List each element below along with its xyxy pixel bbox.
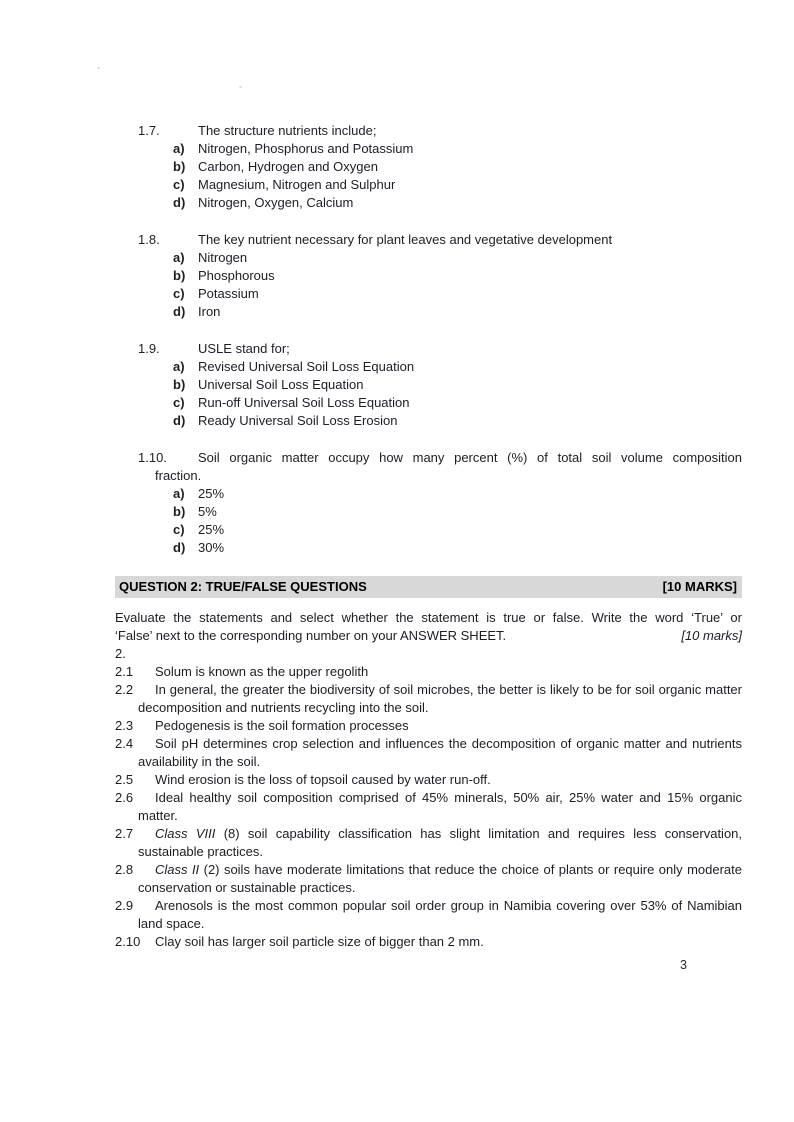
- statement-text: Arenosols is the most common popular soil order group in Namibia covering over 53% of Namibian land space.: [138, 898, 742, 931]
- question-number: 1.8.: [138, 232, 160, 247]
- question2-header-bar: [115, 576, 742, 598]
- option-letter: d): [173, 195, 186, 210]
- statement-lead: Class II: [155, 862, 200, 877]
- statement-number: 2.7: [115, 826, 134, 841]
- question-line: [138, 231, 742, 249]
- statement-number: 2.2: [115, 682, 134, 697]
- question2-instruction: [115, 609, 742, 663]
- tf-statement: [115, 789, 742, 825]
- option-text: Universal Soil Loss Equation: [198, 377, 364, 392]
- option-letter: d): [173, 304, 186, 319]
- option: [173, 267, 742, 285]
- instruction-line2-text: ‘False’ next to the corresponding number on your ANSWER SHEET.: [115, 628, 507, 643]
- option-text: Magnesium, Nitrogen and Sulphur: [198, 177, 396, 192]
- question2-title: QUESTION 2: TRUE/FALSE QUESTIONS: [119, 579, 367, 594]
- question-text: The key nutrient necessary for plant leaves and vegetative development: [198, 232, 613, 247]
- option-text: Nitrogen: [198, 250, 248, 265]
- question-text: Soil organic matter occupy how many percent (%) of total soil volume composition: [198, 450, 742, 465]
- option: [173, 176, 742, 194]
- statement-lead: Class VIII: [155, 826, 216, 841]
- question-number: 1.10.: [138, 450, 167, 465]
- statement-number: 2.1: [115, 664, 134, 679]
- statement-number: 2.4: [115, 736, 134, 751]
- option-text: Iron: [198, 304, 221, 319]
- question2-marks: [10 MARKS]: [662, 579, 737, 594]
- statement-text: In general, the greater the biodiversity of soil microbes, the better is likely to be for soil organic matter decomposition and nutrients recycling into the soil.: [138, 682, 742, 715]
- tf-statement: [115, 861, 742, 897]
- statement-text: Ideal healthy soil composition comprised of 45% minerals, 50% air, 25% water and 15% organic matter.: [138, 790, 742, 823]
- option: [173, 194, 742, 212]
- option: [173, 521, 742, 539]
- option-text: 25%: [198, 486, 225, 501]
- option-letter: c): [173, 177, 185, 192]
- option: [173, 412, 742, 430]
- tf-statement: [115, 771, 742, 789]
- option-letter: c): [173, 286, 185, 301]
- option: [173, 485, 742, 503]
- question-number: 1.9.: [138, 341, 160, 356]
- option: [173, 358, 742, 376]
- statement-text: (8) soil capability classification has slight limitation and requires less conservation, sustainable practices.: [138, 826, 743, 859]
- tf-statement: [115, 897, 742, 933]
- option-text: Nitrogen, Oxygen, Calcium: [198, 195, 354, 210]
- option: [173, 394, 742, 412]
- question-line: [138, 340, 742, 358]
- option-text: Phosphorous: [198, 268, 275, 283]
- option: [173, 249, 742, 267]
- statement-number: 2.6: [115, 790, 134, 805]
- option: [173, 503, 742, 521]
- statement-text: Solum is known as the upper regolith: [155, 664, 369, 679]
- statement-number: 2.8: [115, 862, 134, 877]
- list-number: 2.: [115, 646, 126, 661]
- instruction-marks: [10 marks]: [681, 628, 742, 643]
- option: [173, 303, 742, 321]
- option-letter: d): [173, 413, 186, 428]
- question-continuation: fraction.: [155, 468, 202, 483]
- tf-statement: [115, 933, 742, 951]
- tf-statement: [115, 717, 742, 735]
- instruction-line1: Evaluate the statements and select whether the statement is true or false. Write the word ‘True’ or: [115, 610, 742, 625]
- option-text: 25%: [198, 522, 225, 537]
- option-text: Run-off Universal Soil Loss Equation: [198, 395, 410, 410]
- instruction-line2: [115, 627, 742, 645]
- tf-statement: [115, 663, 742, 681]
- mcq-question-1-10: [138, 449, 742, 557]
- tf-statement: [115, 825, 742, 861]
- mcq-question-1-8: [138, 231, 742, 321]
- option-letter: a): [173, 250, 185, 265]
- option-letter: b): [173, 504, 186, 519]
- scan-artifact: [97, 67, 100, 69]
- option-text: Ready Universal Soil Loss Erosion: [198, 413, 398, 428]
- option-text: 30%: [198, 540, 225, 555]
- option-letter: d): [173, 540, 186, 555]
- tf-statement: [115, 681, 742, 717]
- statement-text: Clay soil has larger soil particle size of bigger than 2 mm.: [155, 934, 484, 949]
- statement-text: Pedogenesis is the soil formation processes: [155, 718, 409, 733]
- option-text: Nitrogen, Phosphorus and Potassium: [198, 141, 414, 156]
- option-text: Revised Universal Soil Loss Equation: [198, 359, 415, 374]
- tf-statement: [115, 735, 742, 771]
- option-letter: c): [173, 395, 185, 410]
- option-letter: a): [173, 359, 185, 374]
- page-content: [115, 122, 742, 951]
- statement-text: (2) soils have moderate limitations that reduce the choice of plants or require only moderate conservation or sustainable practices.: [138, 862, 742, 895]
- mcq-question-1-7: [138, 122, 742, 212]
- question-number: 1.7.: [138, 123, 160, 138]
- option-letter: a): [173, 486, 185, 501]
- mcq-section: [115, 122, 742, 557]
- statement-number: 2.5: [115, 772, 134, 787]
- mcq-question-1-9: [138, 340, 742, 430]
- option-letter: b): [173, 159, 186, 174]
- option: [173, 539, 742, 557]
- statement-number: 2.9: [115, 898, 134, 913]
- option-letter: b): [173, 377, 186, 392]
- option-text: Carbon, Hydrogen and Oxygen: [198, 159, 378, 174]
- option: [173, 285, 742, 303]
- option-letter: c): [173, 522, 185, 537]
- page-number: 3: [680, 958, 687, 972]
- option-letter: a): [173, 141, 185, 156]
- option-text: 5%: [198, 504, 217, 519]
- option: [173, 140, 742, 158]
- option-letter: b): [173, 268, 186, 283]
- question-text: USLE stand for;: [198, 341, 290, 356]
- statement-number: 2.10: [115, 934, 141, 949]
- question-line: [138, 449, 742, 467]
- option-text: Potassium: [198, 286, 259, 301]
- tf-statement-list: [115, 663, 742, 951]
- question-line: [138, 122, 742, 140]
- statement-number: 2.3: [115, 718, 134, 733]
- statement-text: Wind erosion is the loss of topsoil caused by water run-off.: [155, 772, 491, 787]
- option: [173, 158, 742, 176]
- question-text: The structure nutrients include;: [198, 123, 377, 138]
- statement-text: Soil pH determines crop selection and influences the decomposition of organic matter and nutrients availability in the soil.: [138, 736, 742, 769]
- scan-artifact: [239, 86, 242, 88]
- option: [173, 376, 742, 394]
